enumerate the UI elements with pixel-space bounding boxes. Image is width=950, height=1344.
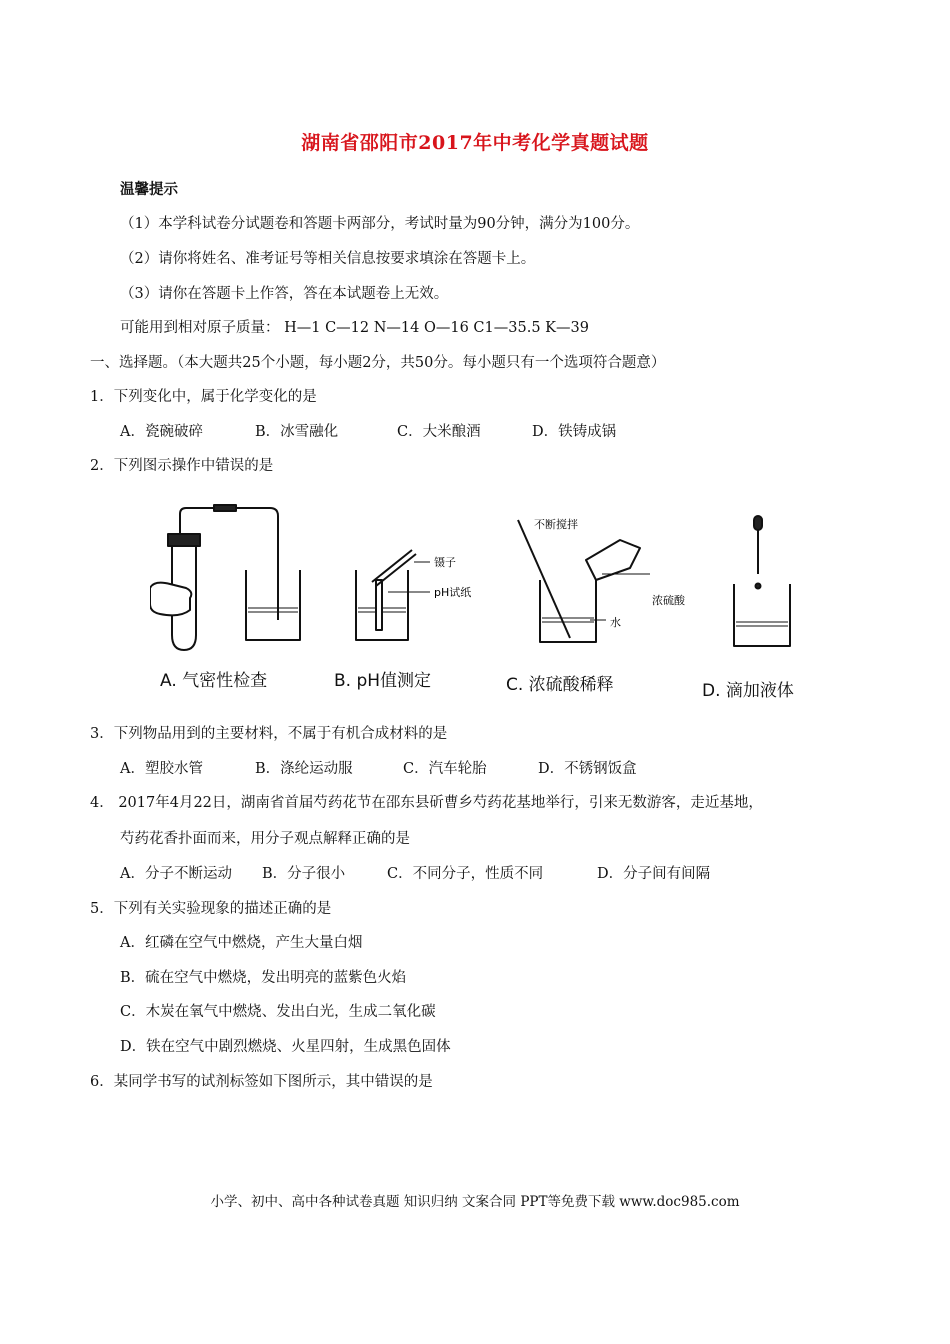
q5-option-c: C．木炭在氧气中燃烧、发出白光，生成二氧化碳	[120, 1004, 436, 1020]
delivery-tube	[180, 508, 278, 620]
page-footer: 小学、初中、高中各种试卷真题 知识归纳 文案合同 PPT等免费下载 www.doc985.com	[210, 1194, 740, 1210]
label-ph-paper: pH试纸	[434, 586, 472, 599]
label-stir: 不断搅拌	[534, 518, 578, 531]
liquid-drop	[756, 584, 761, 589]
q4-option-b: B．分子很小	[262, 866, 346, 882]
dropper-bulb	[754, 516, 762, 530]
caption-c: C. 浓硫酸稀释	[506, 675, 614, 695]
page-title: 湖南省邵阳市2017年中考化学真题试题	[301, 132, 649, 154]
glass-rod	[518, 520, 570, 638]
beaker-a	[246, 570, 300, 640]
q1-stem: 1．下列变化中，属于化学变化的是	[90, 389, 317, 405]
ph-paper	[376, 580, 382, 630]
q5-stem: 5．下列有关实验现象的描述正确的是	[90, 901, 332, 917]
q4-options	[120, 864, 710, 884]
hand-icon	[150, 583, 191, 616]
tip-item-3: （3）请你在答题卡上作答，答在本试题卷上无效。	[120, 286, 449, 302]
q4-stem-line2: 芍药花香扑面而来，用分子观点解释正确的是	[120, 831, 410, 847]
label-water: 水	[610, 616, 621, 629]
q1-option-b: B．冰雪融化	[255, 424, 339, 440]
q3-option-b: B．涤纶运动服	[255, 761, 353, 777]
q6-stem: 6．某同学书写的试剂标签如下图所示，其中错误的是	[90, 1074, 433, 1090]
q5-option-a: A．红磷在空气中燃烧，产生大量白烟	[120, 935, 363, 951]
label-acid: 浓硫酸	[652, 594, 685, 607]
q3-options	[120, 759, 637, 779]
caption-a: A. 气密性检查	[160, 671, 268, 691]
q5-option-b: B．硫在空气中燃烧，发出明亮的蓝紫色火焰	[120, 970, 407, 986]
q4-option-a: A．分子不断运动	[120, 866, 232, 882]
tip-item-1: （1）本学科试卷分试题卷和答题卡两部分，考试时量为90分钟，满分为100分。	[120, 216, 640, 232]
q1-option-a: A．瓷碗破碎	[120, 424, 203, 440]
q3-option-c: C．汽车轮胎	[403, 761, 487, 777]
caption-d: D. 滴加液体	[702, 681, 794, 701]
atomic-mass-line: 可能用到相对原子质量： H—1 C—12 N—14 O—16 C1—35.5 K—39	[120, 320, 589, 336]
q4-option-c: C．不同分子，性质不同	[387, 866, 544, 882]
q2-stem: 2．下列图示操作中错误的是	[90, 458, 274, 474]
q1-option-d: D．铁铸成锅	[532, 424, 617, 440]
tips-heading: 温馨提示	[120, 181, 178, 198]
beaker-d	[734, 584, 790, 646]
tube-clamp	[214, 505, 236, 511]
q5-option-d: D．铁在空气中剧烈燃烧、火星四射，生成黑色固体	[120, 1039, 451, 1055]
q4-option-d: D．分子间有间隔	[597, 866, 711, 882]
q1-option-c: C．大米酿酒	[397, 424, 481, 440]
q2-figure	[150, 500, 830, 700]
q1-options	[120, 422, 616, 442]
section-heading: 一、选择题。（本大题共25个小题，每小题2分，共50分。每小题只有一个选项符合题意）	[90, 355, 666, 371]
rubber-stopper	[168, 534, 200, 546]
q4-stem-line1: 4． 2017年4月22日，湖南省首届芍药花节在邵东县斫曹乡芍药花基地举行，引来无数游客，走近基地，	[90, 795, 763, 811]
label-tweezers: 镊子	[434, 556, 456, 569]
q3-option-a: A．塑胶水管	[120, 761, 203, 777]
q3-stem: 3．下列物品用到的主要材料，不属于有机合成材料的是	[90, 726, 448, 742]
caption-b: B. pH值测定	[334, 671, 432, 691]
tip-item-2: （2）请你将姓名、准考证号等相关信息按要求填涂在答题卡上。	[120, 251, 536, 267]
q3-option-d: D．不锈钢饭盒	[538, 761, 637, 777]
